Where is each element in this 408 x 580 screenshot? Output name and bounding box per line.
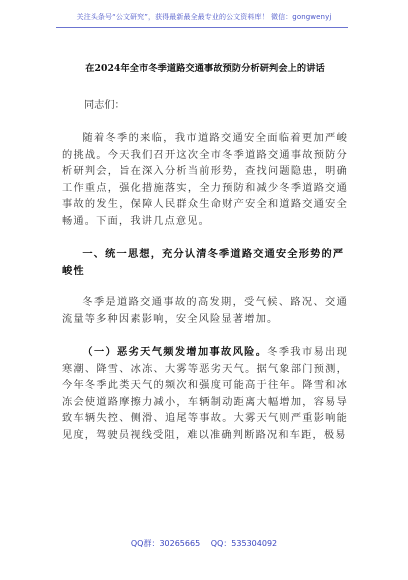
- section-1-paragraph: 冬季是道路交通事故的高发期，受气候、路况、交通流量等多种因素影响，安全风险显著增加。: [62, 297, 348, 325]
- salutation: 同志们：: [84, 100, 125, 111]
- footer-qq-group: QQ群：30265665: [130, 539, 201, 548]
- footer-contact: [0, 538, 408, 549]
- section-1-heading: 一、统一思想，充分认清冬季道路交通安全形势的严峻性: [62, 248, 345, 277]
- paragraph-gap: [62, 230, 348, 246]
- intro-paragraph: 随着冬季的来临，我市道路交通安全面临着更加严峻的挑战。今天我们召开这次全市冬季道路交通事故预防分析研判会，旨在深入分析当前形势，查找问题隐患，明确工作重点，强化措施落实，全力预防和减少冬季道路交通事故的发生，保障人民群众生命财产安全和道路交通安全畅通。下面，我讲几点意见。: [62, 133, 348, 227]
- footer-qq-number: QQ：535304092: [210, 539, 278, 548]
- subsection-1-lead: （一）恶劣天气频发增加事故风险。: [82, 346, 268, 358]
- subsection-1-paragraph: [62, 344, 348, 444]
- document-body: [62, 60, 348, 444]
- subsection-1-body: 冬季我市易出现寒潮、降雪、冰冻、大雾等恶劣天气。据气象部门预测，今年冬季此类天气的频次和强度可能高于往年。降雪和冰冻会使道路摩擦力减小，车辆制动距离大幅增加，容易导致车辆失控、侧滑、追尾等事故。大雾天气则严重影响能见度，驾驶员视线受阻，难以准确判断路况和车距，极易: [62, 347, 348, 441]
- document-title: 在2024年全市冬季道路交通事故预防分析研判会上的讲话: [85, 63, 325, 74]
- header-banner: 关注头条号“公文研究”，获得最新最全最专业的公文资料库！ 微信：gongwenyj: [76, 13, 332, 21]
- paragraph-gap: [62, 328, 348, 344]
- header-divider: [56, 27, 348, 28]
